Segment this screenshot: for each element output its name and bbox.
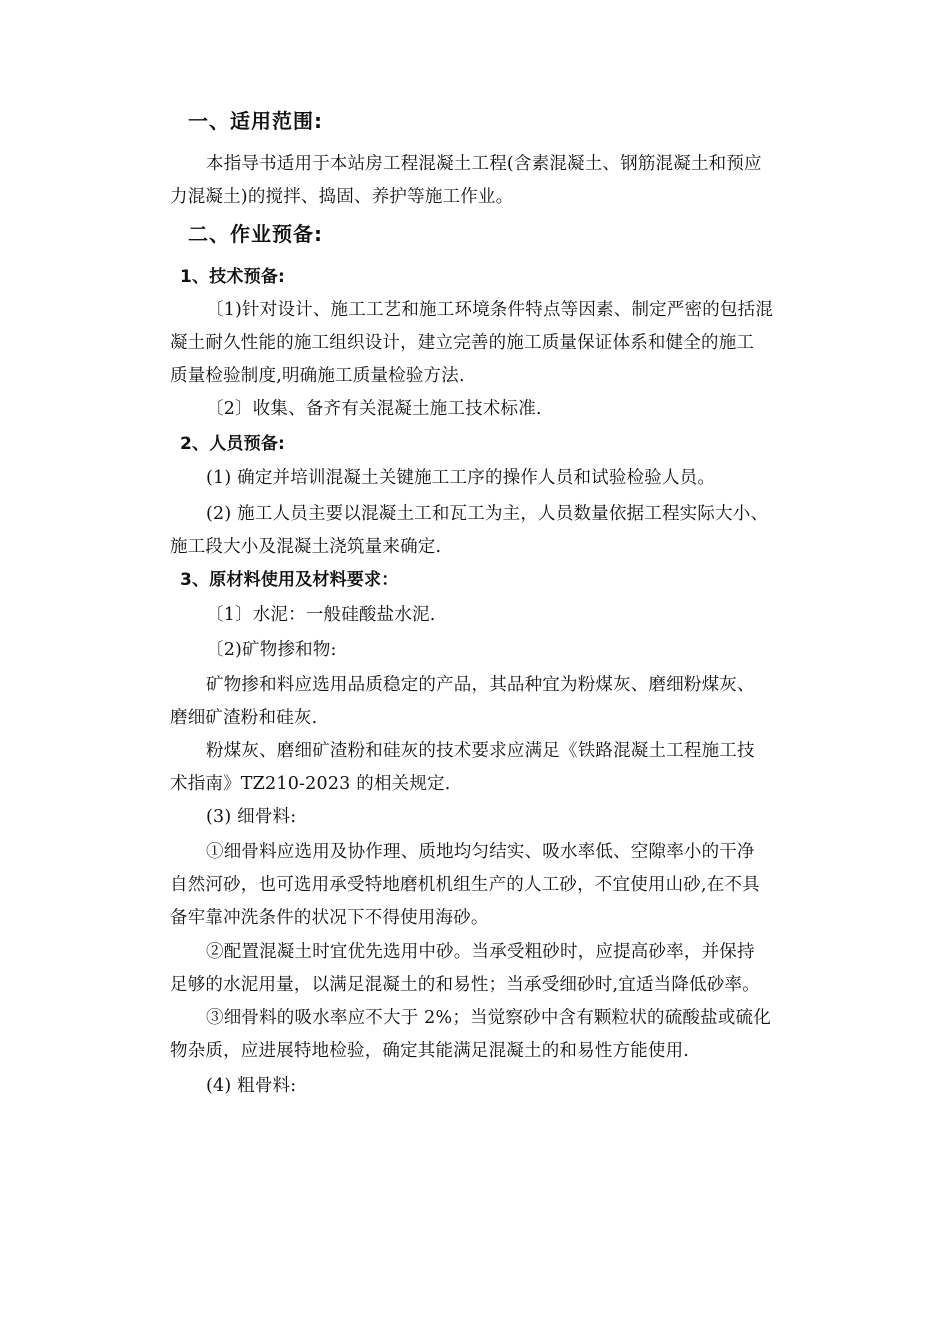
paragraph-line: 自然河砂，也可选用承受特地磨机机组生产的人工砂，不宜使用山砂,在不具 [170, 875, 760, 895]
paragraph-line: 力混凝土)的搅拌、捣固、养护等施工作业。 [170, 187, 514, 207]
paragraph-line: ①细骨料应选用及协作理、质地均匀结实、吸水率低、空隙率小的干净 [206, 842, 755, 862]
section-title-scope: 一、适用范围: [188, 109, 323, 133]
paragraph-line: 物杂质，应进展特地检验，确定其能满足混凝土的和易性方能使用. [170, 1041, 690, 1061]
paragraph-line: (3) 细骨料: [206, 807, 297, 827]
paragraph-line: 〔2〕收集、备齐有关混凝土施工技术标准. [206, 399, 542, 419]
paragraph-line: ③细骨料的吸水率应不大于 2%；当觉察砂中含有颗粒状的硫酸盐或硫化 [206, 1008, 771, 1028]
paragraph-line: 质量检验制度,明确施工质量检验方法. [170, 366, 465, 386]
subsection-title-personnel: 2、人员预备: [180, 434, 286, 454]
paragraph-line: (1) 确定并培训混凝土关键施工工序的操作人员和试验检验人员。 [206, 468, 716, 488]
subsection-title-technical: 1、技术预备: [180, 267, 286, 287]
paragraph-line: 粉煤灰、磨细矿渣粉和硅灰的技术要求应满足《铁路混凝土工程施工技 [206, 741, 755, 761]
paragraph-line: 施工段大小及混凝土浇筑量来确定. [170, 537, 442, 557]
paragraph-line: 备牢靠冲洗条件的状况下不得使用海砂。 [170, 908, 489, 928]
paragraph-line: 足够的水泥用量，以满足混凝土的和易性；当承受细砂时,宜适当降低砂率。 [170, 975, 760, 995]
paragraph-line: 本指导书适用于本站房工程混凝土工程(含素混凝土、钢筋混凝土和预应 [206, 154, 762, 174]
subsection-title-materials: 3、原材料使用及材料要求： [180, 570, 399, 590]
paragraph-line: 术指南》TZ210-2023 的相关规定. [170, 774, 451, 794]
section-title-preparation: 二、作业预备: [188, 222, 323, 246]
paragraph-line: 矿物掺和料应选用品质稳定的产品，其品种宜为粉煤灰、磨细粉煤灰、 [206, 675, 755, 695]
paragraph-line: 〔1〕水泥：一般硅酸盐水泥. [206, 605, 436, 625]
paragraph-line: 凝土耐久性能的施工组织设计，建立完善的施工质量保证体系和健全的施工 [170, 333, 755, 353]
paragraph-line: 〔2)矿物掺和物: [206, 640, 337, 660]
paragraph-line: 〔1)针对设计、施工工艺和施工环境条件特点等因素、制定严密的包括混 [206, 300, 774, 320]
paragraph-line: ②配置混凝土时宜优先选用中砂。当承受粗砂时，应提高砂率，并保持 [206, 942, 755, 962]
paragraph-line: (4) 粗骨料: [206, 1076, 297, 1096]
paragraph-line: 磨细矿渣粉和硅灰. [170, 708, 318, 728]
paragraph-line: (2) 施工人员主要以混凝土工和瓦工为主，人员数量依据工程实际大小、 [206, 504, 769, 524]
